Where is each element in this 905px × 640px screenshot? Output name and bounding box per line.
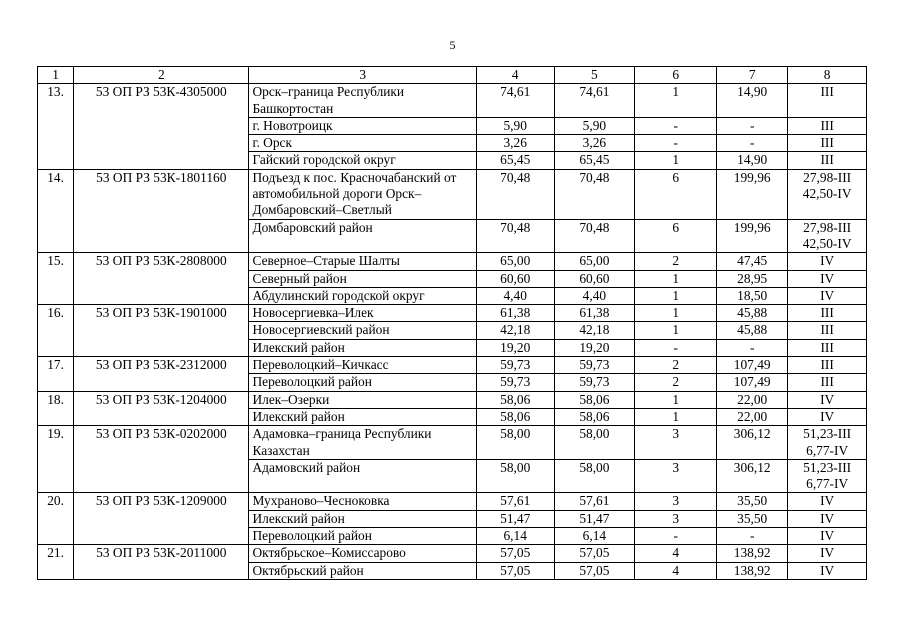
category-cell: 51,23-III 6,77-IV: [788, 426, 867, 460]
road-name-cell: Северное–Старые Шалты: [249, 253, 476, 270]
road-name-cell: Адамовский район: [249, 459, 476, 493]
row-number-cell: [38, 528, 74, 545]
category-cell: IV: [788, 510, 867, 527]
table-row: [38, 287, 867, 304]
length-cell: 70,48: [476, 169, 554, 219]
length-cell-2: 65,45: [554, 152, 635, 169]
row-number-cell: [38, 459, 74, 493]
value-cell: 199,96: [717, 219, 788, 253]
road-code-cell: [74, 270, 249, 287]
page-number: 5: [449, 38, 456, 52]
count-cell: 4: [635, 562, 717, 579]
count-cell: 3: [635, 493, 717, 510]
category-cell: IV: [788, 391, 867, 408]
count-cell: 3: [635, 510, 717, 527]
road-name-cell: Подъезд к пос. Красночабанский от автомобильной дороги Орск–Домбаровский–Светлый: [249, 169, 476, 219]
value-cell: 107,49: [717, 374, 788, 391]
value-cell: 199,96: [717, 169, 788, 219]
category-cell: III: [788, 374, 867, 391]
length-cell-2: 58,06: [554, 391, 635, 408]
length-cell: 42,18: [476, 322, 554, 339]
category-cell: IV: [788, 545, 867, 562]
category-cell: IV: [788, 253, 867, 270]
road-code-cell: [74, 117, 249, 134]
value-cell: 45,88: [717, 305, 788, 322]
table-header-row: [38, 67, 867, 84]
length-cell-2: 58,00: [554, 459, 635, 493]
row-number-cell: 20.: [38, 493, 74, 510]
row-number-cell: [38, 287, 74, 304]
value-cell: 138,92: [717, 562, 788, 579]
count-cell: 3: [635, 459, 717, 493]
length-cell: 58,06: [476, 391, 554, 408]
road-name-cell: г. Новотроицк: [249, 117, 476, 134]
count-cell: 1: [635, 305, 717, 322]
length-cell: 19,20: [476, 339, 554, 356]
road-code-cell: 53 ОП РЗ 53К-1901000: [74, 305, 249, 322]
count-cell: 1: [635, 270, 717, 287]
road-name-cell: Новосергиевка–Илек: [249, 305, 476, 322]
table-row: [38, 408, 867, 425]
road-name-cell: Мухраново–Чесноковка: [249, 493, 476, 510]
length-cell: 57,05: [476, 545, 554, 562]
table-row: [38, 339, 867, 356]
category-cell: IV: [788, 493, 867, 510]
road-code-cell: [74, 408, 249, 425]
count-cell: 2: [635, 357, 717, 374]
category-cell: III: [788, 152, 867, 169]
row-number-cell: 21.: [38, 545, 74, 562]
table-row: [38, 391, 867, 408]
road-code-cell: [74, 135, 249, 152]
table-row: [38, 270, 867, 287]
count-cell: -: [635, 117, 717, 134]
row-number-cell: [38, 510, 74, 527]
length-cell-2: 58,06: [554, 408, 635, 425]
row-number-cell: 18.: [38, 391, 74, 408]
header-cell: 1: [38, 67, 74, 84]
road-code-cell: [74, 459, 249, 493]
road-name-cell: Домбаровский район: [249, 219, 476, 253]
road-name-cell: Адамовка–граница Республики Казахстан: [249, 426, 476, 460]
length-cell: 5,90: [476, 117, 554, 134]
header-cell: 7: [717, 67, 788, 84]
length-cell: 65,45: [476, 152, 554, 169]
count-cell: -: [635, 339, 717, 356]
road-name-cell: Илекский район: [249, 408, 476, 425]
table-row: [38, 510, 867, 527]
length-cell-2: 3,26: [554, 135, 635, 152]
road-code-cell: 53 ОП РЗ 53К-1801160: [74, 169, 249, 219]
row-number-cell: [38, 408, 74, 425]
table-row: [38, 493, 867, 510]
length-cell-2: 61,38: [554, 305, 635, 322]
length-cell: 58,00: [476, 426, 554, 460]
row-number-cell: [38, 152, 74, 169]
value-cell: 14,90: [717, 84, 788, 118]
table-row: [38, 545, 867, 562]
row-number-cell: 16.: [38, 305, 74, 322]
category-cell: III: [788, 135, 867, 152]
value-cell: 138,92: [717, 545, 788, 562]
length-cell: 59,73: [476, 374, 554, 391]
length-cell-2: 6,14: [554, 528, 635, 545]
value-cell: 35,50: [717, 510, 788, 527]
road-code-cell: 53 ОП РЗ 53К-4305000: [74, 84, 249, 118]
length-cell: 58,00: [476, 459, 554, 493]
header-cell: 5: [554, 67, 635, 84]
length-cell-2: 4,40: [554, 287, 635, 304]
road-code-cell: 53 ОП РЗ 53К-1204000: [74, 391, 249, 408]
row-number-cell: [38, 270, 74, 287]
road-code-cell: [74, 287, 249, 304]
table-row: [38, 152, 867, 169]
count-cell: 2: [635, 374, 717, 391]
road-name-cell: Илекский район: [249, 510, 476, 527]
header-cell: 3: [249, 67, 476, 84]
length-cell: 57,05: [476, 562, 554, 579]
road-name-cell: Абдулинский городской округ: [249, 287, 476, 304]
category-cell: III: [788, 339, 867, 356]
length-cell-2: 70,48: [554, 219, 635, 253]
road-code-cell: [74, 510, 249, 527]
length-cell: 6,14: [476, 528, 554, 545]
count-cell: -: [635, 135, 717, 152]
length-cell-2: 19,20: [554, 339, 635, 356]
road-name-cell: Орск–граница Республики Башкортостан: [249, 84, 476, 118]
category-cell: IV: [788, 562, 867, 579]
value-cell: 18,50: [717, 287, 788, 304]
length-cell-2: 57,05: [554, 562, 635, 579]
road-name-cell: г. Орск: [249, 135, 476, 152]
value-cell: 22,00: [717, 391, 788, 408]
count-cell: 3: [635, 426, 717, 460]
road-code-cell: [74, 219, 249, 253]
length-cell: 70,48: [476, 219, 554, 253]
road-code-cell: 53 ОП РЗ 53К-2312000: [74, 357, 249, 374]
row-number-cell: [38, 135, 74, 152]
category-cell: III: [788, 84, 867, 118]
value-cell: 107,49: [717, 357, 788, 374]
road-code-cell: [74, 339, 249, 356]
count-cell: 1: [635, 84, 717, 118]
count-cell: 4: [635, 545, 717, 562]
category-cell: III: [788, 305, 867, 322]
road-code-cell: [74, 152, 249, 169]
count-cell: 1: [635, 391, 717, 408]
value-cell: 14,90: [717, 152, 788, 169]
length-cell-2: 57,61: [554, 493, 635, 510]
road-name-cell: Северный район: [249, 270, 476, 287]
road-name-cell: Переволоцкий–Кичкасс: [249, 357, 476, 374]
length-cell-2: 60,60: [554, 270, 635, 287]
road-code-cell: 53 ОП РЗ 53К-0202000: [74, 426, 249, 460]
road-name-cell: Илекский район: [249, 339, 476, 356]
length-cell-2: 70,48: [554, 169, 635, 219]
row-number-cell: 15.: [38, 253, 74, 270]
length-cell: 61,38: [476, 305, 554, 322]
road-code-cell: 53 ОП РЗ 53К-2808000: [74, 253, 249, 270]
table-row: [38, 305, 867, 322]
count-cell: 6: [635, 219, 717, 253]
table-row: [38, 426, 867, 460]
count-cell: 1: [635, 408, 717, 425]
value-cell: 28,95: [717, 270, 788, 287]
category-cell: IV: [788, 528, 867, 545]
category-cell: IV: [788, 287, 867, 304]
row-number-cell: [38, 219, 74, 253]
value-cell: -: [717, 117, 788, 134]
length-cell-2: 58,00: [554, 426, 635, 460]
row-number-cell: [38, 117, 74, 134]
road-code-cell: [74, 528, 249, 545]
length-cell: 59,73: [476, 357, 554, 374]
count-cell: 6: [635, 169, 717, 219]
category-cell: 51,23-III 6,77-IV: [788, 459, 867, 493]
count-cell: 2: [635, 253, 717, 270]
length-cell: 58,06: [476, 408, 554, 425]
category-cell: IV: [788, 270, 867, 287]
length-cell: 74,61: [476, 84, 554, 118]
road-name-cell: Октябрьский район: [249, 562, 476, 579]
count-cell: 1: [635, 287, 717, 304]
road-code-cell: [74, 322, 249, 339]
table-row: [38, 84, 867, 118]
header-cell: 2: [74, 67, 249, 84]
value-cell: -: [717, 135, 788, 152]
value-cell: 306,12: [717, 459, 788, 493]
row-number-cell: 19.: [38, 426, 74, 460]
category-cell: 27,98-III 42,50-IV: [788, 169, 867, 219]
row-number-cell: [38, 339, 74, 356]
length-cell: 60,60: [476, 270, 554, 287]
road-code-cell: 53 ОП РЗ 53К-1209000: [74, 493, 249, 510]
table-row: [38, 135, 867, 152]
table-row: [38, 117, 867, 134]
row-number-cell: 14.: [38, 169, 74, 219]
table-row: [38, 562, 867, 579]
length-cell-2: 65,00: [554, 253, 635, 270]
header-cell: 6: [635, 67, 717, 84]
road-name-cell: Гайский городской округ: [249, 152, 476, 169]
value-cell: -: [717, 528, 788, 545]
table-row: [38, 459, 867, 493]
road-name-cell: Переволоцкий район: [249, 528, 476, 545]
row-number-cell: [38, 562, 74, 579]
length-cell: 4,40: [476, 287, 554, 304]
road-name-cell: Илек–Озерки: [249, 391, 476, 408]
count-cell: 1: [635, 152, 717, 169]
table-row: [38, 253, 867, 270]
table-row: [38, 219, 867, 253]
category-cell: IV: [788, 408, 867, 425]
road-code-cell: [74, 562, 249, 579]
length-cell-2: 59,73: [554, 357, 635, 374]
row-number-cell: 13.: [38, 84, 74, 118]
road-name-cell: Переволоцкий район: [249, 374, 476, 391]
table-row: [38, 528, 867, 545]
length-cell-2: 59,73: [554, 374, 635, 391]
length-cell-2: 5,90: [554, 117, 635, 134]
length-cell: 57,61: [476, 493, 554, 510]
length-cell: 65,00: [476, 253, 554, 270]
category-cell: III: [788, 117, 867, 134]
header-cell: 4: [476, 67, 554, 84]
roads-table: [37, 66, 867, 580]
road-code-cell: [74, 374, 249, 391]
value-cell: 45,88: [717, 322, 788, 339]
value-cell: 35,50: [717, 493, 788, 510]
value-cell: -: [717, 339, 788, 356]
row-number-cell: [38, 322, 74, 339]
length-cell-2: 42,18: [554, 322, 635, 339]
table-row: [38, 169, 867, 219]
row-number-cell: 17.: [38, 357, 74, 374]
length-cell: 3,26: [476, 135, 554, 152]
header-cell: 8: [788, 67, 867, 84]
count-cell: -: [635, 528, 717, 545]
length-cell-2: 74,61: [554, 84, 635, 118]
category-cell: III: [788, 322, 867, 339]
category-cell: III: [788, 357, 867, 374]
road-code-cell: 53 ОП РЗ 53К-2011000: [74, 545, 249, 562]
length-cell: 51,47: [476, 510, 554, 527]
length-cell-2: 57,05: [554, 545, 635, 562]
value-cell: 47,45: [717, 253, 788, 270]
row-number-cell: [38, 374, 74, 391]
count-cell: 1: [635, 322, 717, 339]
table-row: [38, 357, 867, 374]
category-cell: 27,98-III 42,50-IV: [788, 219, 867, 253]
value-cell: 22,00: [717, 408, 788, 425]
road-name-cell: Новосергиевский район: [249, 322, 476, 339]
road-name-cell: Октябрьское–Комиссарово: [249, 545, 476, 562]
table-row: [38, 322, 867, 339]
length-cell-2: 51,47: [554, 510, 635, 527]
table-row: [38, 374, 867, 391]
value-cell: 306,12: [717, 426, 788, 460]
